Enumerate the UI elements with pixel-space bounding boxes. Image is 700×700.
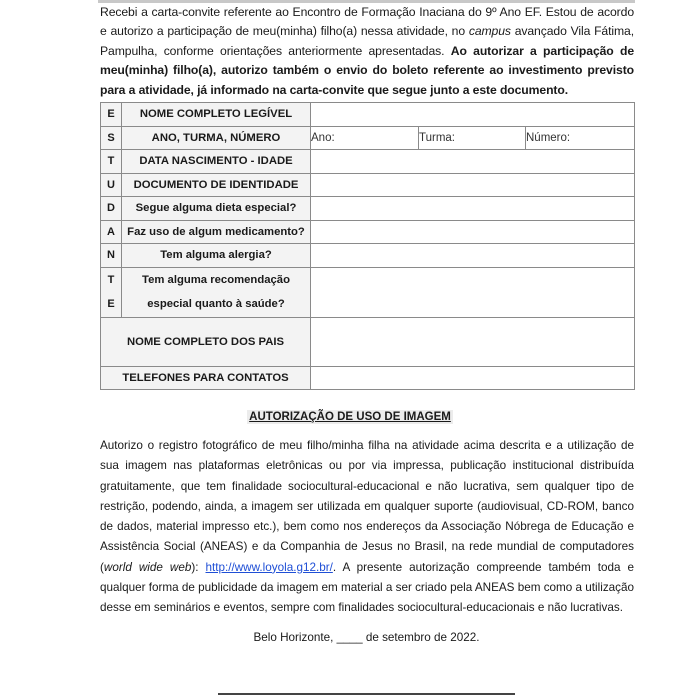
side-letter: N bbox=[101, 244, 122, 268]
table-row-parents bbox=[101, 317, 635, 366]
table-row-name bbox=[101, 103, 635, 127]
label-year-class-number: ANO, TURMA, NÚMERO bbox=[122, 126, 311, 150]
side-letters-health-row bbox=[101, 267, 122, 317]
full-name-field[interactable] bbox=[311, 103, 635, 127]
label-medication: Faz uso de algum medicamento? bbox=[122, 220, 311, 244]
intro-italic: campus bbox=[468, 24, 511, 39]
birth-date-field[interactable] bbox=[311, 150, 635, 174]
signature-line bbox=[218, 693, 515, 695]
label-allergy: Tem alguma alergia? bbox=[122, 244, 311, 268]
table-row-phones bbox=[101, 366, 635, 390]
table-row-diet bbox=[101, 197, 635, 221]
image-auth-text-2: ): bbox=[191, 560, 206, 574]
parents-name-field[interactable] bbox=[311, 317, 635, 366]
side-letter: T bbox=[101, 150, 122, 174]
loyola-website-link[interactable]: http://www.loyola.g12.br/ bbox=[205, 560, 333, 574]
label-line-1: Tem alguma recomendação bbox=[142, 274, 290, 286]
intro-bold: Ao autorizar a participação de meu(minha) filho(a), autorizo também o envio do boleto referente ao investimento previsto para a atividade, já informado na carta-convite que segue junto a este documento. bbox=[100, 43, 634, 97]
label-special-diet: Segue alguma dieta especial? bbox=[122, 197, 311, 221]
table-row-id bbox=[101, 173, 635, 197]
city-date-line: Belo Horizonte, ____ de setembro de 2022. bbox=[253, 631, 480, 644]
label-contact-phones: TELEFONES PARA CONTATOS bbox=[101, 366, 311, 390]
image-auth-text-3: . A presente autorização compreende também toda e qualquer forma de publicidade da imagem em material a ser criado pela ANEAS bem como a utilização desse em seminários e eventos, sempre com finalidades sociocultural-educacionais e não lucrativas. bbox=[100, 560, 635, 615]
side-letter: E bbox=[101, 103, 122, 127]
contact-phones-field[interactable] bbox=[311, 366, 635, 390]
number-label: Número: bbox=[526, 131, 571, 144]
side-letter: A bbox=[101, 220, 122, 244]
year-field[interactable] bbox=[311, 126, 419, 150]
label-birth-date-age: DATA NASCIMENTO - IDADE bbox=[122, 150, 311, 174]
table-row-class bbox=[101, 126, 635, 150]
image-auth-text: Autorizo o registro fotográfico de meu filho/minha filha na atividade acima descrita e a utilização de sua imagem nas plataformas eletrônicas ou por via impressa, publicação institucional distribuída gratuitamente, que tem finalidade sociocultural-educacional e não lucrativa, sem qualquer tipo de restrição, podendo, ainda, a imagem ser utilizada em qualquer suporte (audiovisual, CD-ROM, banco de dados, material impresso etc.), bem como nos endereços da Associação Nóbrega de Educação e Assistência Social (ANEAS) e da Companhia de Jesus no Brasil, na rede mundial de computadores ( bbox=[100, 439, 634, 574]
special-diet-field[interactable] bbox=[311, 197, 635, 221]
health-recommendation-field[interactable] bbox=[311, 267, 635, 317]
medication-field[interactable] bbox=[311, 220, 635, 244]
table-row-health bbox=[101, 267, 635, 317]
image-auth-italic: world wide web bbox=[103, 560, 192, 574]
image-authorization-heading: AUTORIZAÇÃO DE USO DE IMAGEM bbox=[249, 411, 451, 423]
intro-text-2: avançado Vila Fátima, Pampulha, conforme orientações anteriormente apresentadas. bbox=[100, 24, 634, 58]
side-letter: D bbox=[101, 197, 122, 221]
student-info-table bbox=[100, 102, 635, 390]
side-letter: T bbox=[107, 273, 115, 286]
class-label: Turma: bbox=[419, 131, 455, 144]
side-letter: E bbox=[107, 298, 115, 311]
intro-text: Recebi a carta-convite referente ao Encontro de Formação Inaciana do 9º Ano EF. Estou de acordo e autorizo a participação de meu(minha) filho(a) nessa atividade, no bbox=[100, 5, 634, 39]
label-parents-name: NOME COMPLETO DOS PAIS bbox=[101, 317, 311, 366]
label-health-recommendation bbox=[122, 267, 311, 317]
year-label: Ano: bbox=[311, 131, 335, 144]
side-letter: S bbox=[101, 126, 122, 150]
label-line-2: especial quanto à saúde? bbox=[147, 298, 285, 310]
table-row-birth bbox=[101, 150, 635, 174]
identity-document-field[interactable] bbox=[311, 173, 635, 197]
number-field[interactable] bbox=[526, 126, 635, 150]
label-full-name: NOME COMPLETO LEGÍVEL bbox=[122, 103, 311, 127]
class-field[interactable] bbox=[419, 126, 526, 150]
image-authorization-paragraph bbox=[100, 436, 634, 619]
table-row-medication bbox=[101, 220, 635, 244]
allergy-field[interactable] bbox=[311, 244, 635, 268]
image-authorization-heading-wrap bbox=[0, 407, 700, 425]
table-row-allergy bbox=[101, 244, 635, 268]
intro-paragraph bbox=[100, 3, 634, 100]
label-identity-document: DOCUMENTO DE IDENTIDADE bbox=[122, 173, 311, 197]
side-letter: U bbox=[101, 173, 122, 197]
